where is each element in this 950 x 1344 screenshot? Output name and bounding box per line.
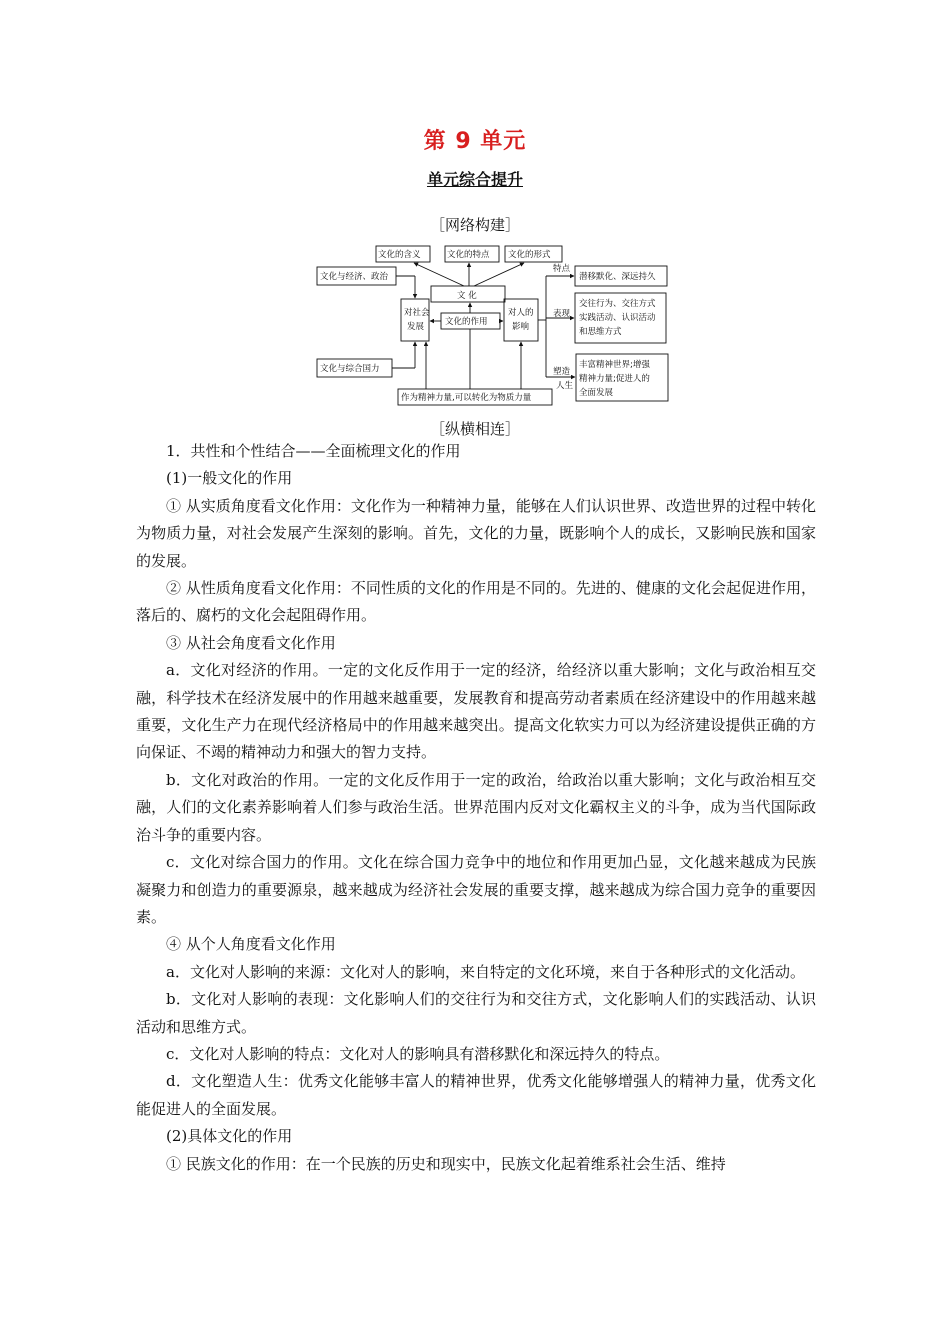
diagram-shape-2: 精神力量;促进人的 <box>579 374 650 384</box>
diagram-manifest-1: 交往行为、交往方式 <box>579 299 656 309</box>
page-title: 第 9 单元 <box>423 129 527 154</box>
paragraph: b．文化对政治的作用。一定的文化反作用于一定的政治，给政治以重大影响；文化与政治相互交融，人们的文化素养影响着人们参与政治生活。世界范围内反对文化霸权主义的斗争，成为当代国际政治斗争的重要内容。 <box>136 770 816 844</box>
paragraph: d．文化塑造人生：优秀文化能够丰富人的精神世界，优秀文化能够增强人的精神力量，优秀文化能促进人的全面发展。 <box>136 1072 816 1118</box>
paragraph: 1．共性和个性结合——全面梳理文化的作用 <box>166 442 461 460</box>
diagram-label-shape-1: 塑造 <box>553 367 571 377</box>
network-heading: ［网络构建］ <box>429 216 520 234</box>
diagram-label-feature: 特点 <box>553 264 571 274</box>
diagram-culture: 文 化 <box>457 291 477 301</box>
diagram-culture-forms: 文化的形式 <box>508 250 551 260</box>
paragraph: c．文化对综合国力的作用。文化在综合国力竞争中的地位和作用更加凸显，文化越来越成为民族凝聚力和创造力的重要源泉，越来越成为经济社会发展的重要支撑，越来越成为综合国力竞争的重要因素。 <box>136 853 816 926</box>
box-impact-person <box>504 299 538 341</box>
paragraph: ③ 从社会角度看文化作用 <box>166 633 336 652</box>
diagram-label-manifest: 表现 <box>553 309 571 319</box>
page-subtitle: 单元综合提升 <box>426 170 523 189</box>
paragraph: (1)一般文化的作用 <box>166 469 293 488</box>
diagram-manifest-3: 和思维方式 <box>579 327 622 337</box>
diagram-shape-1: 丰富精神世界;增强 <box>579 360 650 370</box>
paragraph: ② 从性质角度看文化作用：不同性质的文化的作用是不同的。先进的、健康的文化会起促进作用，落后的、腐朽的文化会起阻碍作用。 <box>136 579 816 625</box>
box-social-dev <box>401 299 429 341</box>
paragraph: b．文化对人影响的表现：文化影响人们的交往行为和交往方式，文化影响人们的实践活动、认识活动和思维方式。 <box>136 990 816 1036</box>
diagram-culture-features: 文化的特点 <box>447 250 490 260</box>
diagram-social-dev-2: 发展 <box>407 322 425 332</box>
paragraph: a．文化对人影响的来源：文化对人的影响，来自特定的文化环境，来自于各种形式的文化活动。 <box>166 962 805 981</box>
diagram-feature-text: 潜移默化、深远持久 <box>579 272 656 282</box>
diagram-culture-meaning: 文化的含义 <box>378 250 421 260</box>
diagram-national-power: 文化与综合国力 <box>320 364 380 374</box>
diagram-impact-person-2: 影响 <box>512 322 530 332</box>
concept-diagram <box>314 243 676 407</box>
paragraph: a．文化对经济的作用。一定的文化反作用于一定的经济，给经济以重大影响；文化与政治相互交融，科学技术在经济发展中的作用越来越重要，发展教育和提高劳动者素质在经济建设中的作用越来越重要，文化生产力在现代经济格局中的作用越来越突出。提高文化软实力可以为经济建设提供正确的方向保证、不竭的精神动力和强大的智力支持。 <box>136 661 816 762</box>
paragraph: ④ 从个人角度看文化作用 <box>166 935 336 954</box>
paragraph: ① 民族文化的作用：在一个民族的历史和现实中，民族文化起着维系社会生活、维持 <box>166 1154 726 1173</box>
diagram-spiritual-power: 作为精神力量,可以转化为物质力量 <box>401 393 532 403</box>
diagram-shape-3: 全面发展 <box>579 388 614 398</box>
paragraph: (2)具体文化的作用 <box>166 1127 293 1146</box>
diagram-culture-role: 文化的作用 <box>445 317 488 327</box>
links-heading: ［纵横相连］ <box>429 420 520 438</box>
diagram-label-shape-2: 人生 <box>556 381 574 391</box>
diagram-economy-politics: 文化与经济、政治 <box>320 272 389 282</box>
diagram-impact-person-1: 对人的 <box>508 308 534 318</box>
paragraph: c．文化对人影响的特点：文化对人的影响具有潜移默化和深远持久的特点。 <box>166 1044 670 1063</box>
paragraph: ① 从实质角度看文化作用：文化作为一种精神力量，能够在人们认识世界、改造世界的过程中转化为物质力量，对社会发展产生深刻的影响。首先，文化的力量，既影响个人的成长，又影响民族和国家的发展。 <box>136 496 816 570</box>
diagram-social-dev-1: 对社会 <box>404 308 430 318</box>
diagram-manifest-2: 实践活动、认识活动 <box>579 313 656 323</box>
body-text <box>136 438 816 1178</box>
